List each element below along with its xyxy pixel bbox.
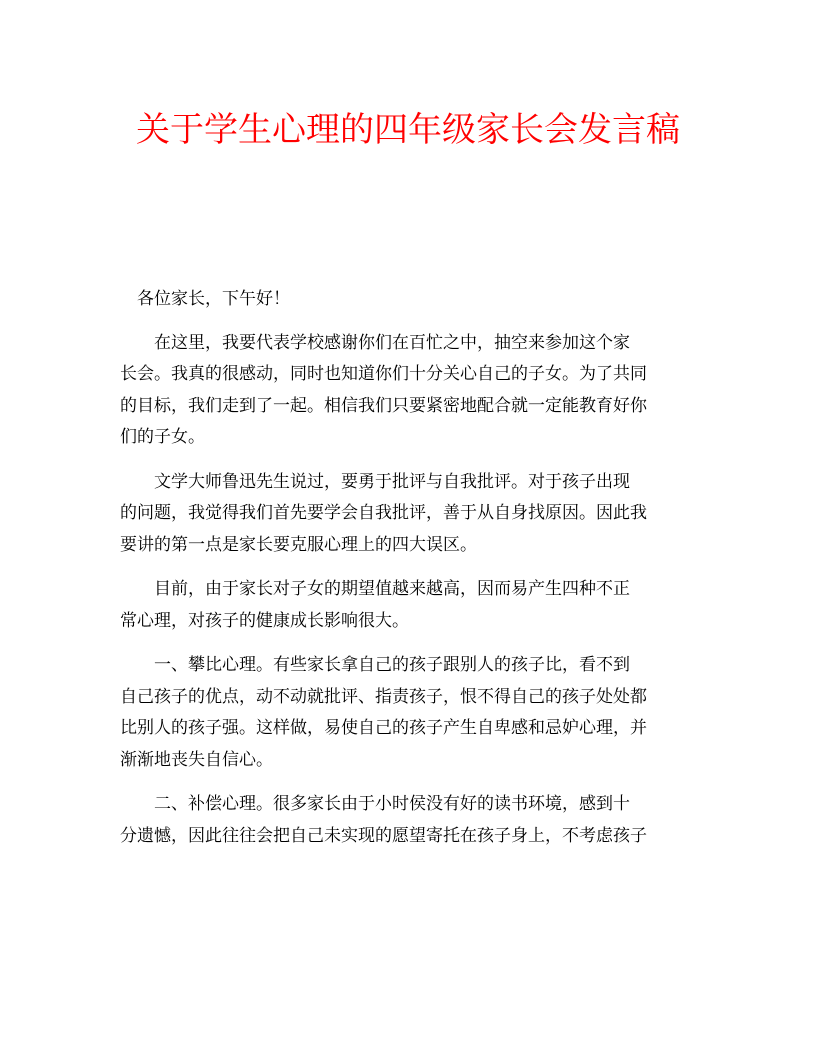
paragraph-line: 一、攀比心理。有些家长拿自己的孩子跟别人的孩子比，看不到 [154, 655, 630, 675]
paragraph-line: 文学大师鲁迅先生说过，要勇于批评与自我批评。对于孩子出现 [154, 471, 630, 492]
greeting: 各位家长，下午好！ [137, 289, 290, 309]
paragraph-4 [120, 650, 700, 776]
paragraph-line: 比别人的孩子强。这样做，易使自己的孩子产生自卑感和忌妒心理，并 [120, 718, 647, 738]
paragraph-line: 二、补偿心理。很多家长由于小时侯没有好的读书环境，感到十 [154, 794, 630, 814]
paragraph-line: 常心理，对孩子的健康成长影响很大。 [120, 610, 409, 631]
paragraph-3 [120, 574, 700, 637]
paragraph-1 [120, 328, 700, 454]
document-body [120, 284, 700, 865]
paragraph-line: 要讲的第一点是家长要克服心理上的四大误区。 [120, 534, 477, 555]
paragraph-line: 们的子女。 [120, 427, 205, 447]
paragraph-2 [120, 467, 700, 562]
paragraph-5 [120, 789, 700, 852]
paragraph-line: 自己孩子的优点，动不动就批评、指责孩子，恨不得自己的孩子处处都 [120, 686, 647, 707]
paragraph-line: 长会。我真的很感动，同时也知道你们十分关心自己的子女。为了共同 [120, 364, 647, 384]
paragraph-line: 目前，由于家长对子女的期望值越来越高，因而易产生四种不正 [154, 579, 630, 599]
paragraph-line: 渐渐地丧失自信心。 [120, 749, 273, 770]
paragraph-line: 分遗憾，因此往往会把自己未实现的愿望寄托在孩子身上，不考虑孩子 [120, 825, 647, 846]
document-title: 关于学生心理的四年级家长会发言稿 [136, 110, 680, 150]
paragraph-line: 的问题，我觉得我们首先要学会自我批评，善于从自身找原因。因此我 [120, 503, 647, 523]
paragraph-line: 在这里，我要代表学校感谢你们在百忙之中，抽空来参加这个家 [154, 332, 630, 353]
paragraph-line: 的目标，我们走到了一起。相信我们只要紧密地配合就一定能教育好你 [120, 395, 647, 416]
